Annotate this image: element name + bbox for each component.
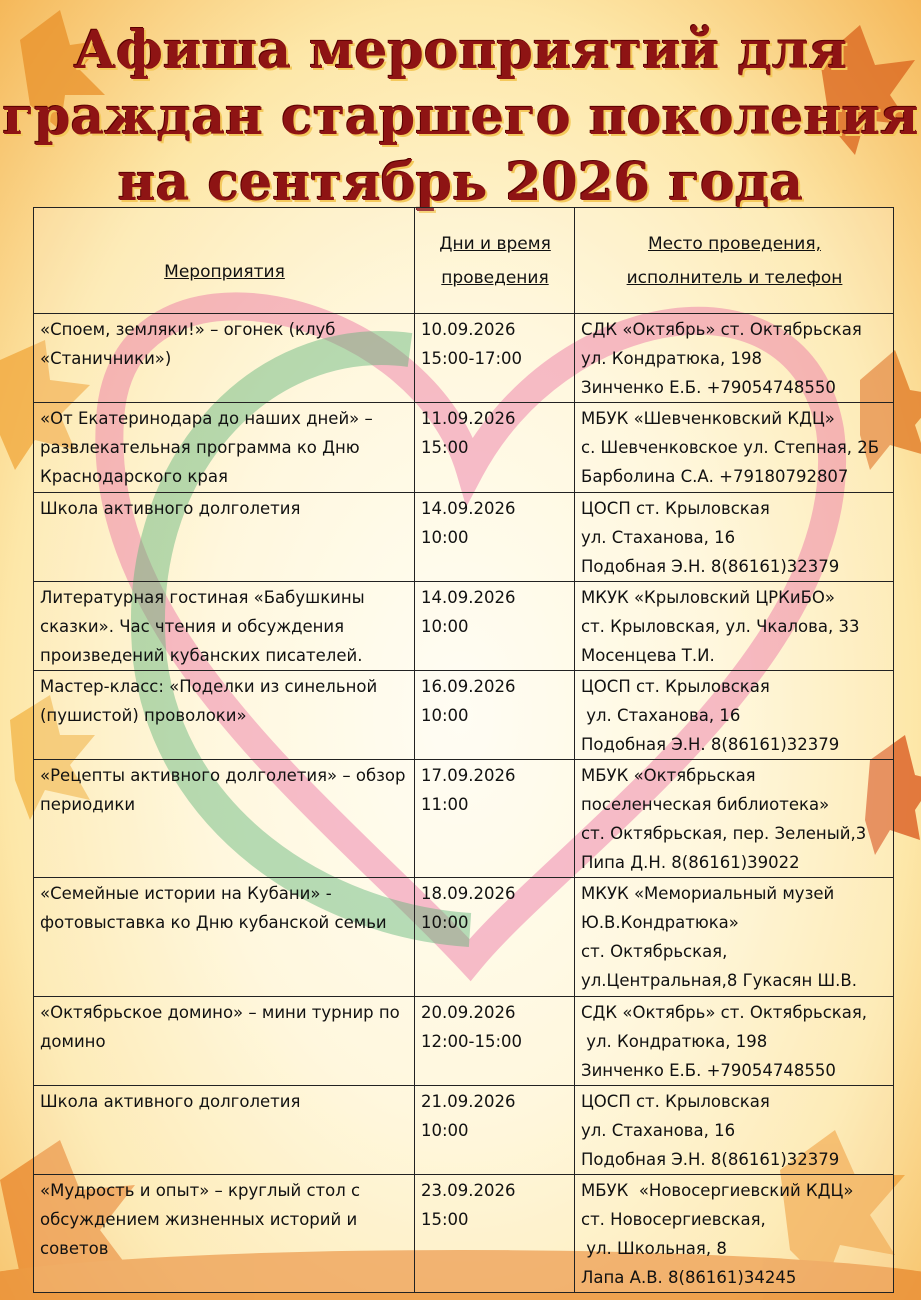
event-cell: «От Екатеринодара до наших дней» – развлекательная программа ко Дню Краснодарского края <box>34 403 415 493</box>
events-table <box>33 207 894 1293</box>
place-line: МКУК «Мемориальный музей <box>581 884 835 903</box>
place-line: Пипа Д.Н. 8(86161)39022 <box>581 853 800 872</box>
date-time-cell <box>415 493 575 582</box>
place-line: ул.Центральная,8 Гукасян Ш.В. <box>581 971 857 990</box>
header-date-time-line-2: проведения <box>441 268 549 288</box>
event-cell: «Споем, земляки!» – огонек (клуб «Станичники») <box>34 314 415 403</box>
place-line: Мосенцева Т.И. <box>581 646 715 665</box>
date-time-cell <box>415 760 575 878</box>
event-time: 10:00 <box>421 1121 469 1140</box>
event-time: 10:00 <box>421 913 469 932</box>
date-time-cell <box>415 671 575 760</box>
place-line: Ю.В.Кондратюка» <box>581 913 739 932</box>
place-line: Подобная Э.Н. 8(86161)32379 <box>581 557 840 576</box>
event-time: 15:00 <box>421 1210 469 1229</box>
event-date: 10.09.2026 <box>421 320 516 339</box>
event-date: 21.09.2026 <box>421 1092 516 1111</box>
event-date: 16.09.2026 <box>421 677 516 696</box>
place-line: СДК «Октябрь» ст. Октябрьская, <box>581 1003 868 1022</box>
event-time: 10:00 <box>421 528 469 547</box>
event-date: 18.09.2026 <box>421 884 516 903</box>
table-row <box>34 1175 894 1293</box>
place-line: Барболина С.А. +79180792807 <box>581 467 849 486</box>
event-cell: «Семейные истории на Кубани» - фотовыставка ко Дню кубанской семьи <box>34 878 415 997</box>
place-line: МБУК «Новосергиевский КДЦ» <box>581 1181 854 1200</box>
date-time-cell <box>415 314 575 403</box>
place-line: поселенческая библиотека» <box>581 795 830 814</box>
event-date: 20.09.2026 <box>421 1003 516 1022</box>
table-row <box>34 760 894 878</box>
place-line: МКУК «Крыловский ЦРКиБО» <box>581 588 835 607</box>
place-line: ст. Крыловская, ул. Чкалова, 33 <box>581 617 860 636</box>
date-time-cell <box>415 878 575 997</box>
header-place <box>575 208 894 314</box>
event-time: 15:00-17:00 <box>421 349 523 368</box>
event-cell: Литературная гостиная «Бабушкины сказки». Час чтения и обсуждения произведений кубанских писателей. <box>34 582 415 671</box>
place-line: МБУК «Шевченковский КДЦ» <box>581 409 835 428</box>
event-date: 14.09.2026 <box>421 499 516 518</box>
date-time-cell <box>415 1086 575 1175</box>
place-cell <box>575 493 894 582</box>
event-time: 11:00 <box>421 795 469 814</box>
place-cell <box>575 314 894 403</box>
place-cell <box>575 878 894 997</box>
place-cell <box>575 997 894 1086</box>
place-line: Зинченко Е.Б. +79054748550 <box>581 1061 836 1080</box>
place-line: СДК «Октябрь» ст. Октябрьская <box>581 320 862 339</box>
place-line: ул. Школьная, 8 <box>581 1239 727 1258</box>
place-line: ЦОСП ст. Крыловская <box>581 1092 770 1111</box>
event-cell: «Октябрьское домино» – мини турнир по домино <box>34 997 415 1086</box>
place-line: ЦОСП ст. Крыловская <box>581 677 770 696</box>
header-place-line-1: Место проведения, <box>648 234 821 254</box>
title-line-1: Афиша мероприятий для <box>73 20 848 81</box>
title-line-3: на сентябрь 2026 года <box>117 152 804 213</box>
place-line: ул. Стаханова, 16 <box>581 528 736 547</box>
event-time: 10:00 <box>421 706 469 725</box>
event-cell: Школа активного долголетия <box>34 1086 415 1175</box>
place-line: Подобная Э.Н. 8(86161)32379 <box>581 735 840 754</box>
header-events-label: Мероприятия <box>164 262 285 282</box>
place-line: Лапа А.В. 8(86161)34245 <box>581 1268 797 1287</box>
table-header-row <box>34 208 894 314</box>
table-row <box>34 671 894 760</box>
event-date: 17.09.2026 <box>421 766 516 785</box>
event-date: 11.09.2026 <box>421 409 516 428</box>
place-line: ст. Октябрьская, пер. Зеленый,3 <box>581 824 867 843</box>
place-line: ст. Октябрьская, <box>581 942 728 961</box>
table-row <box>34 403 894 493</box>
event-time: 15:00 <box>421 438 469 457</box>
place-line: ст. Новосергиевская, <box>581 1210 766 1229</box>
place-line: ул. Стаханова, 16 <box>581 1121 736 1140</box>
table-row <box>34 878 894 997</box>
header-date-time-line-1: Дни и время <box>439 234 551 254</box>
table-row <box>34 997 894 1086</box>
event-cell: Школа активного долголетия <box>34 493 415 582</box>
place-cell <box>575 582 894 671</box>
place-line: ЦОСП ст. Крыловская <box>581 499 770 518</box>
place-line: Подобная Э.Н. 8(86161)32379 <box>581 1150 840 1169</box>
header-events <box>34 208 415 314</box>
date-time-cell <box>415 582 575 671</box>
event-time: 12:00-15:00 <box>421 1032 523 1051</box>
event-time: 10:00 <box>421 617 469 636</box>
header-date-time <box>415 208 575 314</box>
table-row <box>34 314 894 403</box>
date-time-cell <box>415 997 575 1086</box>
place-line: ул. Кондратюка, 198 <box>581 1032 768 1051</box>
place-line: с. Шевченковское ул. Степная, 2Б <box>581 438 880 457</box>
place-line: ул. Стаханова, 16 <box>581 706 741 725</box>
place-line: ул. Кондратюка, 198 <box>581 349 762 368</box>
place-cell <box>575 760 894 878</box>
event-cell: Мастер-класс: «Поделки из синельной (пушистой) проволоки» <box>34 671 415 760</box>
page-title <box>0 18 921 216</box>
event-cell: «Мудрость и опыт» – круглый стол с обсуждением жизненных историй и советов <box>34 1175 415 1293</box>
table-row <box>34 493 894 582</box>
event-date: 14.09.2026 <box>421 588 516 607</box>
place-line: МБУК «Октябрьская <box>581 766 756 785</box>
place-cell <box>575 671 894 760</box>
table-row <box>34 1086 894 1175</box>
date-time-cell <box>415 1175 575 1293</box>
place-cell <box>575 403 894 493</box>
date-time-cell <box>415 403 575 493</box>
event-date: 23.09.2026 <box>421 1181 516 1200</box>
place-cell <box>575 1086 894 1175</box>
place-cell <box>575 1175 894 1293</box>
place-line: Зинченко Е.Б. +79054748550 <box>581 378 836 397</box>
header-place-line-2: исполнитель и телефон <box>626 268 843 288</box>
event-cell: «Рецепты активного долголетия» – обзор периодики <box>34 760 415 878</box>
title-line-2: граждан старшего поколения <box>2 86 919 147</box>
table-row <box>34 582 894 671</box>
